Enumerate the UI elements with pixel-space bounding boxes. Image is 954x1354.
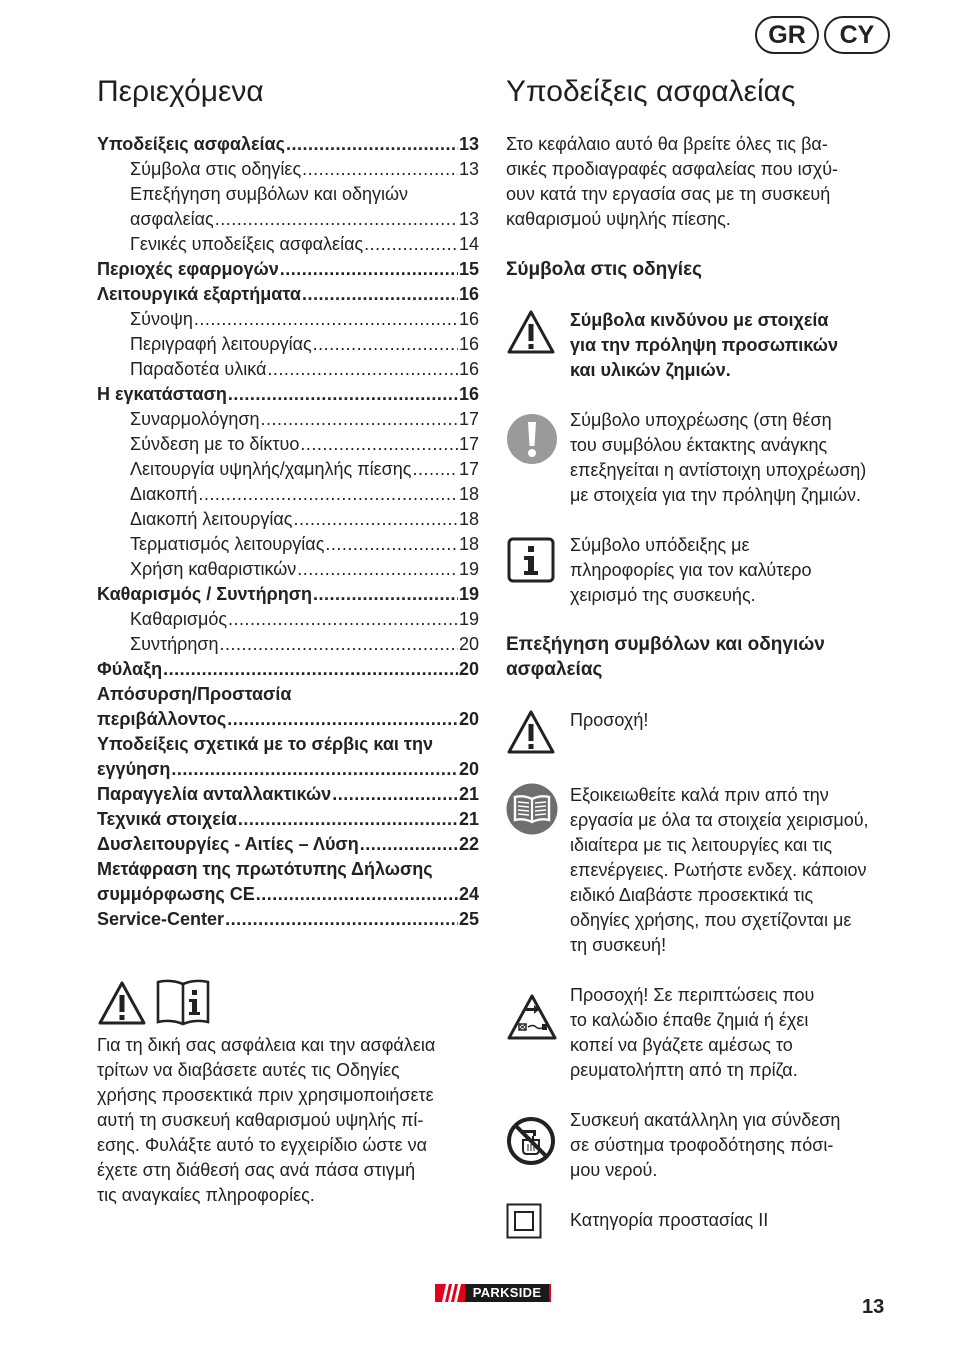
symbol-description-mandatory — [570, 408, 900, 508]
text-line: Στο κεφάλαιο αυτό θα βρείτε όλες τις βα- — [506, 134, 828, 154]
toc-entry-page: 19 — [458, 559, 479, 579]
text-line: μου νερού. — [570, 1160, 658, 1180]
toc-entry[interactable] — [97, 807, 479, 832]
toc-entry[interactable] — [97, 682, 479, 707]
toc-entry-title: Υποδείξεις ασφαλείας — [97, 134, 285, 154]
text-line: και υλικών ζημιών. — [570, 360, 731, 380]
toc-entry-title: Παραδοτέα υλικά — [130, 359, 267, 379]
text-line: ειδικό Διαβάστε προσεκτικά τις — [570, 885, 814, 905]
warning-triangle-icon — [506, 709, 556, 755]
symbol-description-info — [570, 533, 900, 608]
toc-entry[interactable] — [97, 782, 479, 807]
toc-dot-leader — [227, 707, 458, 732]
toc-entry-title: Συντήρηση — [130, 634, 219, 654]
text-line: ουν κατά την εργασία σας με τη συσκευή — [506, 184, 831, 204]
toc-entry-title: Χρήση καθαριστικών — [130, 559, 297, 579]
toc-entry[interactable] — [97, 857, 479, 882]
safety-heading: Υποδείξεις ασφαλείας — [506, 75, 796, 108]
toc-entry-title: εγγύηση — [97, 759, 171, 779]
info-icon — [507, 537, 555, 583]
toc-entry[interactable] — [97, 482, 479, 507]
text-line: του συμβόλου έκτακτης ανάγκης — [570, 435, 828, 455]
toc-dot-leader — [228, 382, 458, 407]
manual-info-icon — [154, 978, 212, 1026]
toc-entry-title: Τεχνικά στοιχεία — [97, 809, 237, 829]
toc-entry[interactable] — [97, 307, 479, 332]
toc-dot-leader — [238, 807, 458, 832]
toc-entry-page: 25 — [458, 909, 479, 929]
toc-dot-leader — [225, 907, 458, 932]
toc-entry[interactable] — [97, 507, 479, 532]
toc-entry[interactable] — [97, 832, 479, 857]
toc-entry-page: 19 — [458, 584, 479, 604]
text-line: χειρισμό της συσκευής. — [570, 585, 756, 605]
parkside-logo — [435, 1284, 551, 1302]
text-line: σικές προδιαγραφές ασφαλείας που ισχύ- — [506, 159, 839, 179]
toc-entry-page: 20 — [458, 709, 479, 729]
toc-entry-page: 20 — [458, 659, 479, 679]
toc-entry-page: 18 — [458, 509, 479, 529]
toc-entry-title: Διακοπή — [130, 484, 198, 504]
text-line: έχετε στη διάθεσή σας ανά πάσα στιγμή — [97, 1160, 416, 1180]
toc-entry-page: 18 — [458, 484, 479, 504]
toc-entry-title: Σύνδεση με το δίκτυο — [130, 434, 300, 454]
toc-dot-leader — [219, 632, 458, 657]
toc-entry-page: 16 — [458, 334, 479, 354]
toc-entry-title: Η εγκατάσταση — [97, 384, 227, 404]
toc-dot-leader — [302, 282, 458, 307]
toc-entry-page: 20 — [458, 634, 479, 654]
toc-entry-page: 20 — [458, 759, 479, 779]
language-badge-cy: CY — [824, 16, 890, 54]
text-line: χρήσης προσεκτικά πριν χρησιμοποιήσετε — [97, 1085, 434, 1105]
symbols-heading: Σύμβολα στις οδηγίες — [506, 259, 702, 280]
warning-triangle-icon — [97, 980, 147, 1026]
text-line: αυτή τη συσκευή καθαρισμού υψηλής πί- — [97, 1110, 424, 1130]
toc-dot-leader — [325, 532, 458, 557]
toc-dot-leader — [286, 132, 458, 157]
explain-protection-class — [570, 1208, 900, 1233]
text-line: κοπεί να βγάζετε αμέσως το — [570, 1035, 793, 1055]
toc-entry[interactable] — [97, 907, 479, 932]
toc-dot-leader — [332, 782, 458, 807]
explain-unplug — [570, 983, 900, 1083]
text-line: ρευματολήπτη από τη πρίζα. — [570, 1060, 798, 1080]
toc-entry-title: Λειτουργικά εξαρτήματα — [97, 284, 301, 304]
toc-entry[interactable] — [97, 757, 479, 782]
toc-heading: Περιεχόμενα — [97, 75, 264, 108]
text-line: οδηγίες χρήσης, που σχετίζονται με — [570, 910, 852, 930]
toc-dot-leader — [293, 507, 458, 532]
toc-entry-title: Επεξήγηση συμβόλων και οδηγιών — [130, 184, 409, 204]
toc-dot-leader — [198, 482, 458, 507]
toc-entry[interactable] — [97, 532, 479, 557]
toc-entry[interactable] — [97, 607, 479, 632]
toc-entry[interactable] — [97, 657, 479, 682]
text-line: καθαρισμού υψηλής πίεσης. — [506, 209, 731, 229]
toc-entry-page: 17 — [458, 434, 479, 454]
text-line: Σύμβολο υποχρέωσης (στη θέση — [570, 410, 832, 430]
toc-dot-leader — [297, 557, 458, 582]
toc-entry-page: 16 — [458, 384, 479, 404]
toc-entry-title: Σύμβολα στις οδηγίες — [130, 159, 302, 179]
language-badge-gr: GR — [755, 16, 819, 54]
toc-entry-page: 18 — [458, 534, 479, 554]
toc-entry-title: Φύλαξη — [97, 659, 163, 679]
toc-entry-title: Καθαρισμός — [130, 609, 228, 629]
toc-entry-title: Μετάφραση της πρωτότυπης Δήλωσης — [97, 859, 433, 879]
toc-entry[interactable] — [97, 257, 479, 282]
toc-dot-leader — [364, 232, 458, 257]
toc-entry[interactable] — [97, 182, 479, 207]
text-line: Κατηγορία προστασίας II — [570, 1210, 769, 1230]
text-line: για την πρόληψη προσωπικών — [570, 335, 838, 355]
text-line: Σύμβολο υπόδειξης με — [570, 535, 750, 555]
symbol-description-danger — [570, 308, 900, 383]
toc-entry[interactable] — [97, 707, 479, 732]
toc-dot-leader — [302, 157, 458, 182]
mandatory-exclamation-icon — [506, 413, 558, 465]
toc-entry-page: 22 — [458, 834, 479, 854]
toc-entry-page: 21 — [458, 784, 479, 804]
toc-entry-title: Τερματισμός λειτουργίας — [130, 534, 325, 554]
toc-dot-leader — [313, 582, 458, 607]
toc-entry-title: Διακοπή λειτουργίας — [130, 509, 293, 529]
toc-dot-leader — [194, 307, 458, 332]
toc-entry-title: Απόσυρση/Προστασία — [97, 684, 292, 704]
toc-entry-page: 21 — [458, 809, 479, 829]
toc-dot-leader — [163, 657, 458, 682]
protection-class-ii-icon — [506, 1203, 542, 1239]
text-line: εσης. Φυλάξτε αυτό το εγχειρίδιο ώστε να — [97, 1135, 428, 1155]
text-line: τις αναγκαίες πληροφορίες. — [97, 1185, 315, 1205]
text-line: ιδιαίτερα με τις λειτουργίες και τις — [570, 835, 833, 855]
toc-entry-page: 17 — [458, 459, 479, 479]
toc-entry[interactable] — [97, 407, 479, 432]
table-of-contents — [97, 132, 479, 932]
toc-entry-title: Σύνοψη — [130, 309, 193, 329]
toc-entry-page: 24 — [458, 884, 479, 904]
toc-entry[interactable] — [97, 732, 479, 757]
explain-heading — [506, 632, 906, 682]
toc-entry-title: Καθαρισμός / Συντήρηση — [97, 584, 313, 604]
toc-entry[interactable] — [97, 357, 479, 382]
read-manual-icon — [506, 783, 558, 835]
toc-entry[interactable] — [97, 432, 479, 457]
toc-dot-leader — [171, 757, 458, 782]
toc-entry-page: 13 — [458, 159, 479, 179]
toc-entry-page: 14 — [458, 234, 479, 254]
text-line: Επεξήγηση συμβόλων και οδηγιών — [506, 634, 825, 655]
toc-entry-title: ασφαλείας — [130, 209, 214, 229]
toc-dot-leader — [215, 207, 458, 232]
toc-entry-page: 15 — [458, 259, 479, 279]
text-line: ασφαλείας — [506, 659, 603, 680]
text-line: Προσοχή! — [570, 710, 649, 730]
toc-entry[interactable] — [97, 582, 479, 607]
toc-entry[interactable] — [97, 332, 479, 357]
toc-dot-leader — [256, 882, 458, 907]
text-line: Προσοχή! Σε περιπτώσεις που — [570, 985, 815, 1005]
toc-entry-title: περιβάλλοντος — [97, 709, 227, 729]
text-line: το καλώδιο έπαθε ζημιά ή έχει — [570, 1010, 809, 1030]
text-line: Συσκευή ακατάλληλη για σύνδεση — [570, 1110, 841, 1130]
toc-entry-title: Υποδείξεις σχετικά με το σέρβις και την — [97, 734, 433, 754]
safety-intro — [506, 132, 896, 232]
toc-dot-leader — [300, 432, 458, 457]
toc-entry-title: Περιοχές εφαρμογών — [97, 259, 279, 279]
toc-entry-page: 16 — [458, 284, 479, 304]
text-line: τρίτων να διαβάσετε αυτές τις Οδηγίες — [97, 1060, 400, 1080]
toc-entry-title: Service-Center — [97, 909, 225, 929]
toc-dot-leader — [280, 257, 458, 282]
toc-entry-title: Συναρμολόγηση — [130, 409, 260, 429]
toc-entry-title: συμμόρφωσης CE — [97, 884, 255, 904]
text-line: σε σύστημα τροφοδότησης πόσι- — [570, 1135, 834, 1155]
toc-entry-page: 17 — [458, 409, 479, 429]
toc-entry[interactable] — [97, 382, 479, 407]
toc-entry[interactable] — [97, 632, 479, 657]
toc-entry[interactable] — [97, 557, 479, 582]
text-line: με στοιχεία για την πρόληψη ζημιών. — [570, 485, 862, 505]
logo-stripes-icon — [441, 1284, 463, 1302]
toc-entry[interactable] — [97, 457, 479, 482]
explain-drinking-water — [570, 1108, 900, 1183]
toc-dot-leader — [360, 832, 458, 857]
toc-entry[interactable] — [97, 882, 479, 907]
text-line: Για τη δική σας ασφάλεια και την ασφάλεια — [97, 1035, 436, 1055]
toc-entry[interactable] — [97, 132, 479, 157]
safety-reading-note — [97, 1033, 487, 1208]
toc-entry[interactable] — [97, 207, 479, 232]
toc-entry[interactable] — [97, 232, 479, 257]
unplug-warning-icon — [506, 993, 558, 1041]
text-line: Σύμβολα κινδύνου με στοιχεία — [570, 310, 829, 330]
explain-attention — [570, 708, 900, 733]
toc-dot-leader — [228, 607, 458, 632]
logo-brand-name: PARKSIDE — [465, 1284, 549, 1302]
toc-entry-page: 16 — [458, 309, 479, 329]
toc-dot-leader — [313, 332, 458, 357]
warning-triangle-icon — [506, 309, 556, 355]
toc-entry-page: 13 — [458, 134, 479, 154]
toc-dot-leader — [267, 357, 458, 382]
toc-dot-leader — [261, 407, 458, 432]
explain-read-manual — [570, 783, 910, 958]
text-line: Εξοικειωθείτε καλά πριν από την — [570, 785, 829, 805]
toc-dot-leader — [412, 457, 458, 482]
toc-entry-title: Περιγραφή λειτουργίας — [130, 334, 312, 354]
text-line: πληροφορίες για τον καλύτερο — [570, 560, 812, 580]
toc-entry[interactable] — [97, 157, 479, 182]
toc-entry-title: Δυσλειτουργίες - Αιτίες – Λύση — [97, 834, 359, 854]
page-number: 13 — [862, 1296, 885, 1318]
toc-entry-page: 16 — [458, 359, 479, 379]
text-line: επενέργειες. Ρωτήστε ενδεχ. κάποιον — [570, 860, 867, 880]
text-line: τη συσκευή! — [570, 935, 667, 955]
no-drinking-water-icon — [506, 1116, 556, 1166]
toc-entry-title: Γενικές υποδείξεις ασφαλείας — [130, 234, 364, 254]
toc-entry-title: Παραγγελία ανταλλακτικών — [97, 784, 332, 804]
toc-entry[interactable] — [97, 282, 479, 307]
toc-entry-page: 19 — [458, 609, 479, 629]
toc-entry-page: 13 — [458, 209, 479, 229]
toc-entry-title: Λειτουργία υψηλής/χαμηλής πίεσης — [130, 459, 412, 479]
text-line: εργασία με όλα τα στοιχεία χειρισμού, — [570, 810, 869, 830]
text-line: επεξηγείται η αντίστοιχη υποχρέωση) — [570, 460, 867, 480]
